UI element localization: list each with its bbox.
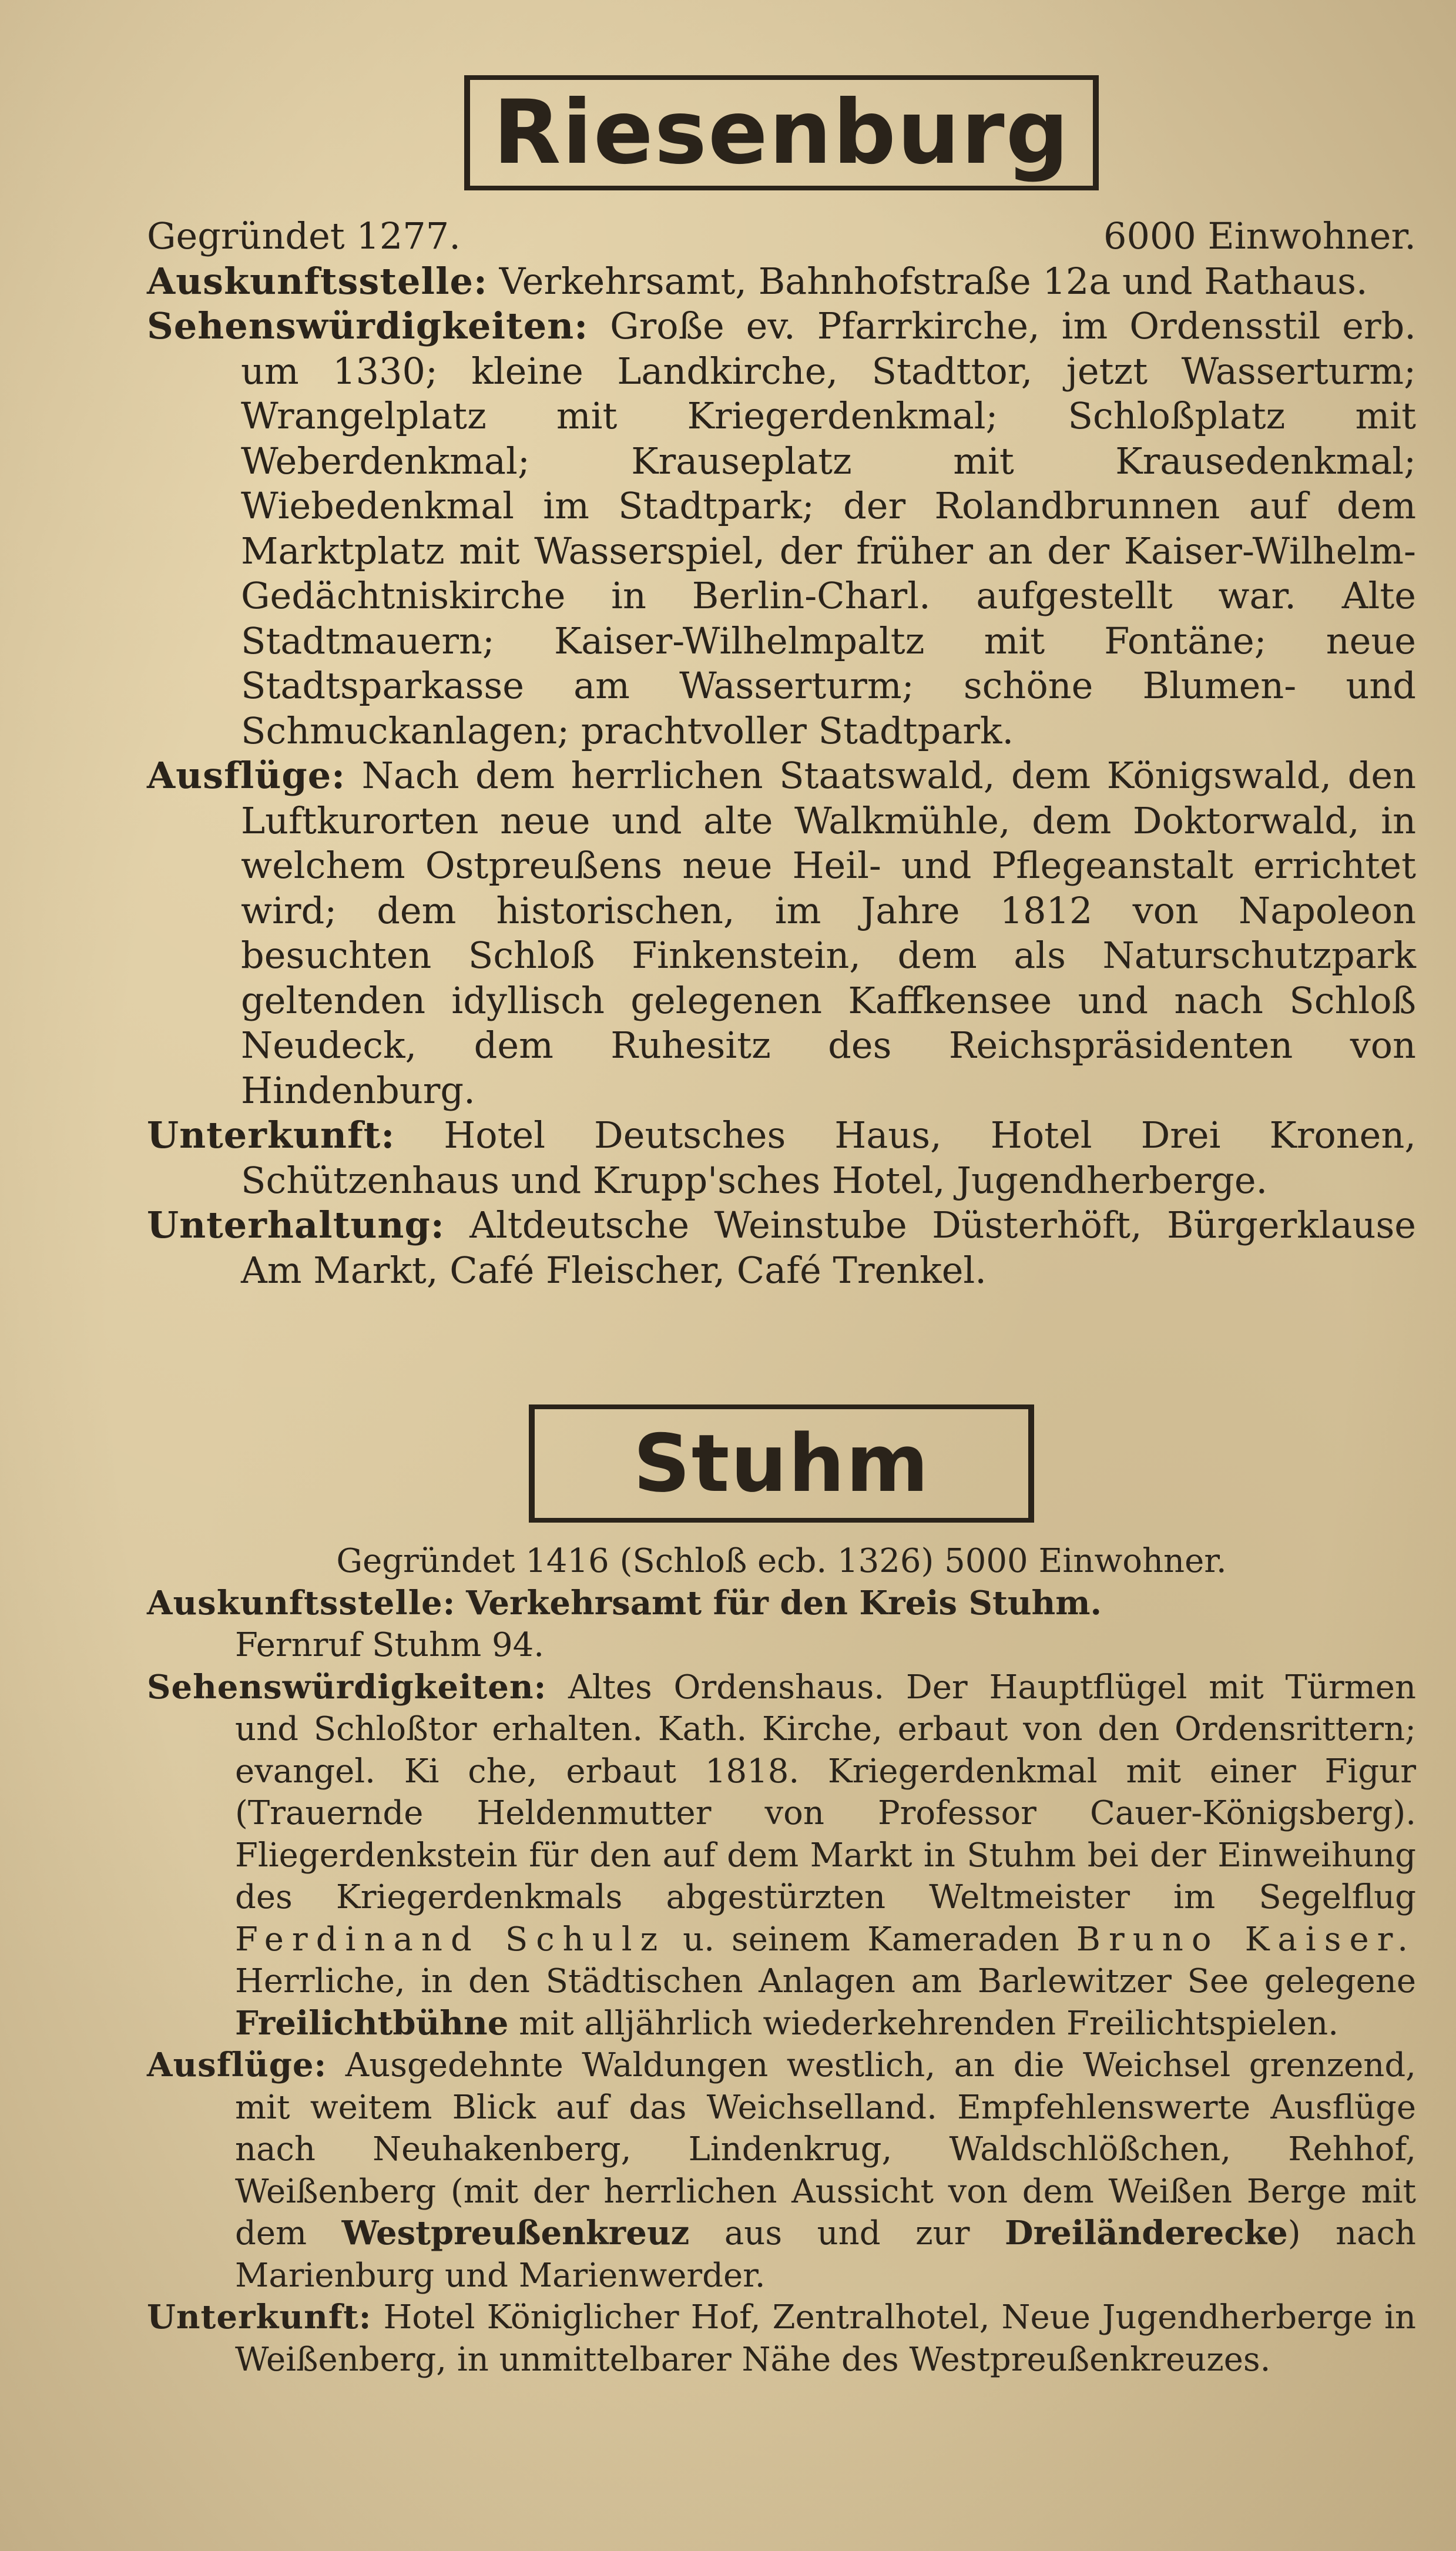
riesenburg-lodging-text: Hotel Deutsches Haus, Hotel Drei Kronen, Schützenhaus und Krupp'sches Hotel, Jugendherberge.	[241, 1114, 1416, 1202]
riesenburg-lodging-label: Unterkunft:	[147, 1114, 395, 1157]
riesenburg-trips-entry	[147, 753, 1416, 1113]
riesenburg-entertainment-text: Altdeutsche Weinstube Düsterhöft, Bürgerklause Am Markt, Café Fleischer, Café Trenkel.	[241, 1204, 1416, 1292]
stuhm-info-text: Verkehrsamt für den Kreis Stuhm.	[466, 1583, 1102, 1623]
riesenburg-entertainment-entry	[147, 1203, 1416, 1293]
riesenburg-trips-label: Ausflüge:	[147, 754, 346, 797]
stuhm-sights-text-3: Herrliche, in den Städtischen Anlagen am Barlewitzer See gelegene	[235, 1962, 1416, 2000]
riesenburg-founded: Gegründet 1277.	[147, 214, 461, 257]
stuhm-lodging-text: Hotel Königlicher Hof, Zentralhotel, Neue Jugendherberge in Weißenberg, in unmittelbarer Nähe des Westpreußenkreuzes.	[235, 2298, 1416, 2379]
stuhm-founded-line: Gegründet 1416 (Schloß ecb. 1326) 5000 Einwohner.	[336, 1542, 1227, 1580]
stuhm-sights-highlight: Freilichtbühne	[235, 2003, 509, 2043]
riesenburg-info-label: Auskunftsstelle:	[147, 259, 488, 303]
riesenburg-sights-text: Große ev. Pfarrkirche, im Ordensstil erb. um 1330; kleine Landkirche, Stadttor, jetzt Wasserturm; Wrangelplatz mit Kriegerdenkmal; Schloßplatz mit Weberdenkmal; Krauseplatz mit Krausedenkmal; Wiebedenkmal im Stadtpark; der Rolandbrunnen auf dem Marktplatz mit Wasserspiel, der früher an der Kaiser-Wilhelm-Gedächtniskirche in Berlin-Charl. aufgestellt war. Alte Stadtmauern; Kaiser-Wilhelmpaltz mit Fontäne; neue Stadtsparkasse am Wasserturm; schöne Blumen- und Schmuckanlagen; prachtvoller Stadtpark.	[241, 304, 1416, 752]
riesenburg-title: Riesenburg	[464, 75, 1099, 190]
riesenburg-population: 6000 Einwohner.	[1103, 214, 1416, 257]
stuhm-info-entry	[147, 1583, 1416, 1667]
riesenburg-info-entry	[147, 259, 1416, 304]
stuhm-info-phone: Fernruf Stuhm 94.	[235, 1626, 545, 1664]
stuhm-sights-text-1: Altes Ordenshaus. Der Hauptflügel mit Türmen und Schloßtor erhalten. Kath. Kirche, erbaut von den Ordensrittern; evangel. Ki che, erbaut 1818. Kriegerdenkmal mit einer Figur (Trauernde Heldenmutter von Professor Cauer-Königsberg). Fliegerdenkstein für den auf dem Markt in Stuhm bei der Einweihung des Kriegerdenkmals abgestürzten Weltmeister im Segelflug	[235, 1668, 1416, 1916]
riesenburg-header-line	[147, 214, 1416, 259]
stuhm-sights-text-2: u. seinem Kameraden	[683, 1920, 1059, 1959]
stuhm-sights-label: Sehenswürdigkeiten:	[147, 1667, 547, 1707]
stuhm-sights-text-4: mit alljährlich wiederkehrenden Freilichtspielen.	[519, 2004, 1339, 2043]
stuhm-info-label: Auskunftsstelle:	[147, 1583, 456, 1623]
riesenburg-sights-label: Sehenswürdigkeiten:	[147, 304, 589, 347]
stuhm-trips-highlight-1: Westpreußenkreuz	[341, 2214, 690, 2252]
stuhm-trips-highlight-2: Dreiländerecke	[1005, 2214, 1288, 2252]
stuhm-trips-text-1: Ausgedehnte Waldungen westlich, an die Weichsel grenzend, mit weitem Blick auf das Weichselland. Empfehlenswerte Ausflüge nach Neuhakenberg, Lindenkrug, Waldschlößchen, Rehhof, Weißenberg (mit der herrlichen Aussicht von dem Weißen Berge mit dem	[235, 2046, 1416, 2252]
stuhm-sights-name-1: Ferdinand Schulz	[235, 1920, 666, 1959]
stuhm-sights-name-2: Bruno Kaiser.	[1076, 1920, 1416, 1959]
riesenburg-trips-text: Nach dem herrlichen Staatswald, dem Königswald, den Luftkurorten neue und alte Walkmühle, dem Doktorwald, in welchem Ostpreußens neue Heil- und Pflegeanstalt errichtet wird; dem historischen, im Jahre 1812 von Napoleon besuchten Schloß Finkenstein, dem als Naturschutzpark geltenden idyllisch gelegenen Kaffkensee und nach Schloß Neudeck, dem Ruhesitz des Reichspräsidenten von Hindenburg.	[241, 754, 1416, 1112]
stuhm-trips-text-2: aus und zur	[724, 2214, 970, 2252]
stuhm-trips-label: Ausflüge:	[147, 2046, 327, 2084]
stuhm-section	[147, 1404, 1416, 2381]
stuhm-lodging-entry	[147, 2297, 1416, 2381]
stuhm-sights-entry	[147, 1667, 1416, 2045]
riesenburg-section	[147, 75, 1416, 1293]
stuhm-title: Stuhm	[529, 1404, 1034, 1523]
stuhm-trips-text-3: ) nach Marienburg und Marienwerder.	[235, 2214, 1416, 2295]
stuhm-trips-entry	[147, 2044, 1416, 2297]
riesenburg-sights-entry	[147, 304, 1416, 753]
stuhm-lodging-label: Unterkunft:	[147, 2298, 372, 2337]
riesenburg-lodging-entry	[147, 1113, 1416, 1203]
riesenburg-info-text: Verkehrsamt, Bahnhofstraße 12a und Rathaus.	[499, 259, 1368, 303]
riesenburg-entertainment-label: Unterhaltung:	[147, 1204, 445, 1246]
